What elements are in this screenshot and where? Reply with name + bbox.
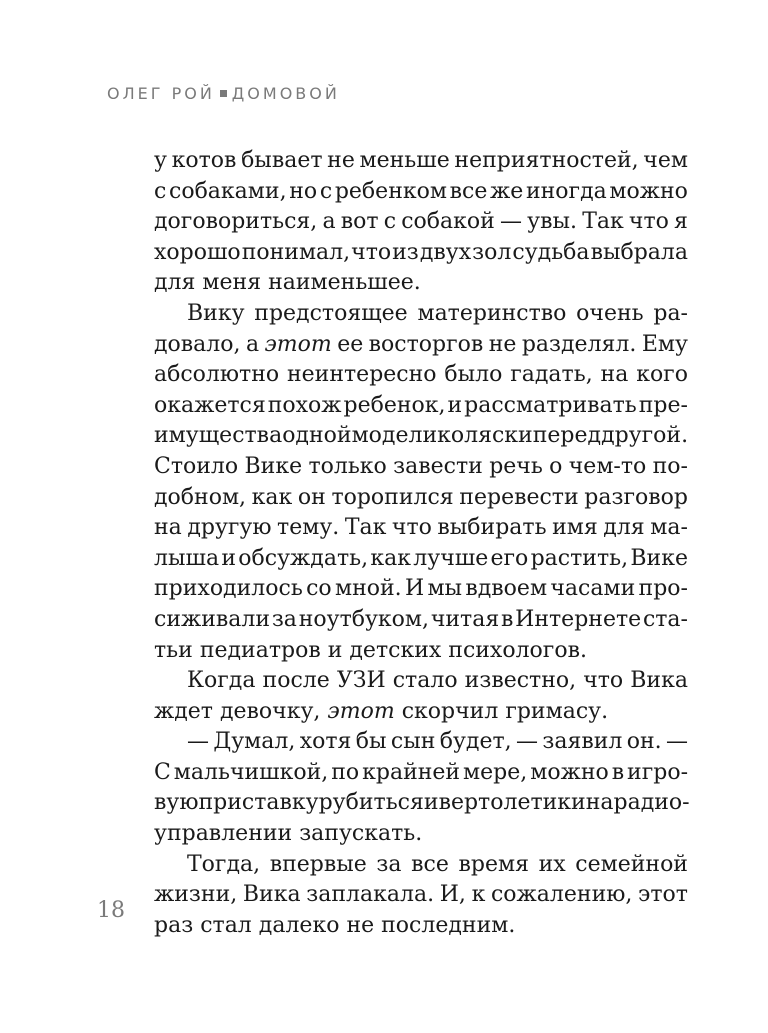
word: собакой xyxy=(401,209,495,235)
word: что xyxy=(583,668,624,694)
word: И xyxy=(404,576,425,602)
word: неинтересно xyxy=(287,362,437,388)
page-number: 18 xyxy=(97,898,125,923)
word: этот xyxy=(638,882,688,908)
word: коляски xyxy=(437,423,533,449)
word: разговор xyxy=(584,484,688,510)
word: вот xyxy=(340,209,379,235)
word: известно, xyxy=(464,668,577,694)
word: запускать. xyxy=(299,821,423,847)
text-line xyxy=(154,360,688,391)
word: лучше xyxy=(413,545,489,571)
word: будет, xyxy=(439,729,512,755)
word: собаками, xyxy=(169,178,287,204)
word: по xyxy=(331,759,360,785)
body-text xyxy=(154,146,688,941)
word: мере, xyxy=(463,759,528,785)
word: вертолетики xyxy=(438,790,586,816)
separator-square-icon xyxy=(220,90,227,97)
word: разделял. xyxy=(521,331,637,357)
word: УЗИ xyxy=(336,668,386,694)
word: торопился xyxy=(331,484,454,510)
word: хотя xyxy=(299,729,352,755)
word: Вике xyxy=(630,545,688,571)
word: рассматривать xyxy=(464,392,637,418)
word: вую xyxy=(154,790,199,816)
text-line xyxy=(154,391,688,422)
word: раз xyxy=(154,912,194,938)
text-line xyxy=(154,177,688,208)
text-line xyxy=(154,483,688,514)
word: выбирать xyxy=(437,515,547,541)
word: другой. xyxy=(601,423,689,449)
word: все xyxy=(411,851,449,877)
word: абсолютно xyxy=(154,362,280,388)
word: ждет xyxy=(154,698,213,724)
word: восторгов xyxy=(368,331,484,357)
word: ста- xyxy=(642,606,688,632)
word: перевести xyxy=(459,484,579,510)
word: ребенком xyxy=(334,178,447,204)
word: на xyxy=(585,790,614,816)
word: я xyxy=(674,209,688,235)
word: материнство xyxy=(417,300,567,326)
word: читая xyxy=(430,606,500,632)
word: похож xyxy=(267,392,342,418)
word: что xyxy=(391,515,432,541)
word: скорчил xyxy=(401,698,499,724)
word: Тогда, xyxy=(187,851,261,877)
word: для xyxy=(154,270,196,296)
word: последним. xyxy=(381,912,516,938)
word: с xyxy=(383,209,397,235)
word: со xyxy=(306,576,332,602)
word: Так xyxy=(344,515,387,541)
word: жизни, xyxy=(154,882,238,908)
word: за xyxy=(271,606,297,632)
word: ноутбуком, xyxy=(298,606,430,632)
word: что xyxy=(351,239,392,265)
word: а xyxy=(245,331,260,357)
text-line xyxy=(154,268,688,299)
text-line xyxy=(154,452,688,483)
word: этот xyxy=(264,331,332,357)
word: и xyxy=(327,637,343,663)
word: имущества xyxy=(154,423,283,449)
text-line xyxy=(154,850,688,881)
word: завести xyxy=(393,453,483,479)
text-line xyxy=(154,911,688,942)
word: можно xyxy=(530,759,609,785)
word: же xyxy=(490,178,524,204)
word: заплакала. xyxy=(306,882,435,908)
text-line xyxy=(154,788,688,819)
word: предстоящее xyxy=(254,300,408,326)
word: двух xyxy=(419,239,472,265)
running-head-author: ОЛЕГ РОЙ xyxy=(107,84,215,103)
word: стало xyxy=(392,668,458,694)
word: детских xyxy=(349,637,442,663)
text-line xyxy=(154,727,688,758)
word: котов xyxy=(171,148,237,173)
word: Стоило xyxy=(154,453,239,479)
word: на xyxy=(154,515,182,541)
word: как xyxy=(370,545,412,571)
word: Думал, xyxy=(213,729,296,755)
word: тему. xyxy=(277,515,340,541)
word: растить, xyxy=(530,545,629,571)
word: понимал, xyxy=(241,239,351,265)
word: договориться, xyxy=(154,209,318,235)
word: ра- xyxy=(653,300,688,326)
word: сиживали xyxy=(154,606,271,632)
word: — xyxy=(515,729,538,755)
word: речь xyxy=(489,453,543,479)
word: к xyxy=(471,882,486,908)
word: было xyxy=(444,362,503,388)
text-line xyxy=(154,574,688,605)
word: что xyxy=(628,209,669,235)
word: крайней xyxy=(362,759,461,785)
word: с xyxy=(319,178,333,204)
word: все xyxy=(449,178,488,204)
word: радио- xyxy=(613,790,690,816)
word: другую xyxy=(187,515,272,541)
word: время xyxy=(458,851,529,877)
word: Вика xyxy=(630,668,688,694)
word: мальчишкой, xyxy=(173,759,329,785)
word: только xyxy=(308,453,387,479)
word: неприятностей, xyxy=(454,148,639,173)
word: чем-то xyxy=(568,453,647,479)
word: судьба xyxy=(512,239,590,265)
word: модели xyxy=(351,423,438,449)
word: заявил xyxy=(542,729,623,755)
word: впервые xyxy=(269,851,367,877)
word: Вике xyxy=(244,453,303,479)
word: гадать, xyxy=(510,362,593,388)
word: управлении xyxy=(154,821,293,847)
word: — xyxy=(500,209,522,235)
word: Интернете xyxy=(515,606,642,632)
word: И, xyxy=(439,882,466,908)
word: тьи xyxy=(154,637,193,663)
word: ребенок, xyxy=(343,392,446,418)
text-line xyxy=(154,758,688,789)
word: их xyxy=(538,851,566,877)
word: игро- xyxy=(627,759,688,785)
word: за xyxy=(376,851,402,877)
word: очень xyxy=(576,300,644,326)
word: обсуждать, xyxy=(238,545,369,571)
word: не xyxy=(346,912,375,938)
word: в xyxy=(500,606,514,632)
word: гримасу. xyxy=(505,698,609,724)
word: педиатров xyxy=(199,637,321,663)
word: он xyxy=(297,484,326,510)
word: выбрала xyxy=(590,239,688,265)
word: — xyxy=(665,729,688,755)
word: пре- xyxy=(638,392,688,418)
word: у xyxy=(154,148,167,173)
word: — xyxy=(187,729,209,755)
running-head xyxy=(107,84,340,104)
word: приставку xyxy=(198,790,319,816)
word: увы. xyxy=(527,209,578,235)
word: этот xyxy=(327,698,395,724)
word: Ему xyxy=(641,331,688,357)
word: стал xyxy=(200,912,252,938)
word: одной xyxy=(282,423,352,449)
running-head-title: ДОМОВОЙ xyxy=(231,84,340,103)
word: приходилось xyxy=(154,576,303,602)
word: рубиться xyxy=(318,790,424,816)
text-line xyxy=(154,636,688,667)
text-line xyxy=(154,666,688,697)
word: меньше xyxy=(359,148,450,173)
word: вдвоем xyxy=(465,576,548,602)
word: после xyxy=(262,668,330,694)
word: иногда xyxy=(525,178,607,204)
word: по- xyxy=(652,453,688,479)
word: как xyxy=(251,484,293,510)
word: ма- xyxy=(650,515,688,541)
word: в xyxy=(611,759,625,785)
word: а xyxy=(322,209,336,235)
word: он. xyxy=(626,729,662,755)
word: довало, xyxy=(154,331,241,357)
text-line xyxy=(154,146,688,177)
text-line xyxy=(154,207,688,238)
word: бы xyxy=(355,729,387,755)
word: о xyxy=(549,453,563,479)
word: Вика xyxy=(242,882,301,908)
text-line xyxy=(154,605,688,636)
word: кого xyxy=(636,362,688,388)
word: далеко xyxy=(258,912,340,938)
word: зол xyxy=(472,239,512,265)
text-line xyxy=(154,421,688,452)
word: на xyxy=(600,362,629,388)
word: его xyxy=(490,545,529,571)
word: имя xyxy=(552,515,598,541)
word: сын xyxy=(390,729,436,755)
word: не xyxy=(488,331,517,357)
word: меня xyxy=(202,270,262,296)
word: сожалению, xyxy=(490,882,633,908)
word: не xyxy=(327,148,355,173)
word: добном, xyxy=(154,484,247,510)
word: и xyxy=(221,545,237,571)
word: С xyxy=(154,759,171,785)
word: можно xyxy=(609,178,688,204)
text-line xyxy=(154,330,688,361)
word: наименьшее. xyxy=(268,270,421,296)
word: лыша xyxy=(154,545,220,571)
word: перед xyxy=(532,423,602,449)
word: но xyxy=(289,178,318,204)
word: семейной xyxy=(575,851,688,877)
word: Вику xyxy=(187,300,245,326)
word: бывает xyxy=(241,148,323,173)
word: Когда xyxy=(187,668,256,694)
word: Так xyxy=(582,209,624,235)
text-line xyxy=(154,544,688,575)
word: чем xyxy=(643,148,688,173)
word: психологов. xyxy=(448,637,587,663)
word: и xyxy=(423,790,439,816)
word: для xyxy=(603,515,645,541)
word: мной. xyxy=(334,576,402,602)
word: хорошо xyxy=(154,239,241,265)
word: девочку, xyxy=(219,698,321,724)
text-line xyxy=(154,880,688,911)
word: мы xyxy=(427,576,463,602)
word: окажется xyxy=(154,392,266,418)
text-line xyxy=(154,238,688,269)
text-line xyxy=(154,299,688,330)
text-line xyxy=(154,697,688,728)
word: про- xyxy=(638,576,688,602)
text-line xyxy=(154,513,688,544)
word: часами xyxy=(550,576,636,602)
word: и xyxy=(447,392,463,418)
text-line xyxy=(154,819,688,850)
word: с xyxy=(154,178,167,204)
word: из xyxy=(392,239,419,265)
word: ее xyxy=(337,331,364,357)
